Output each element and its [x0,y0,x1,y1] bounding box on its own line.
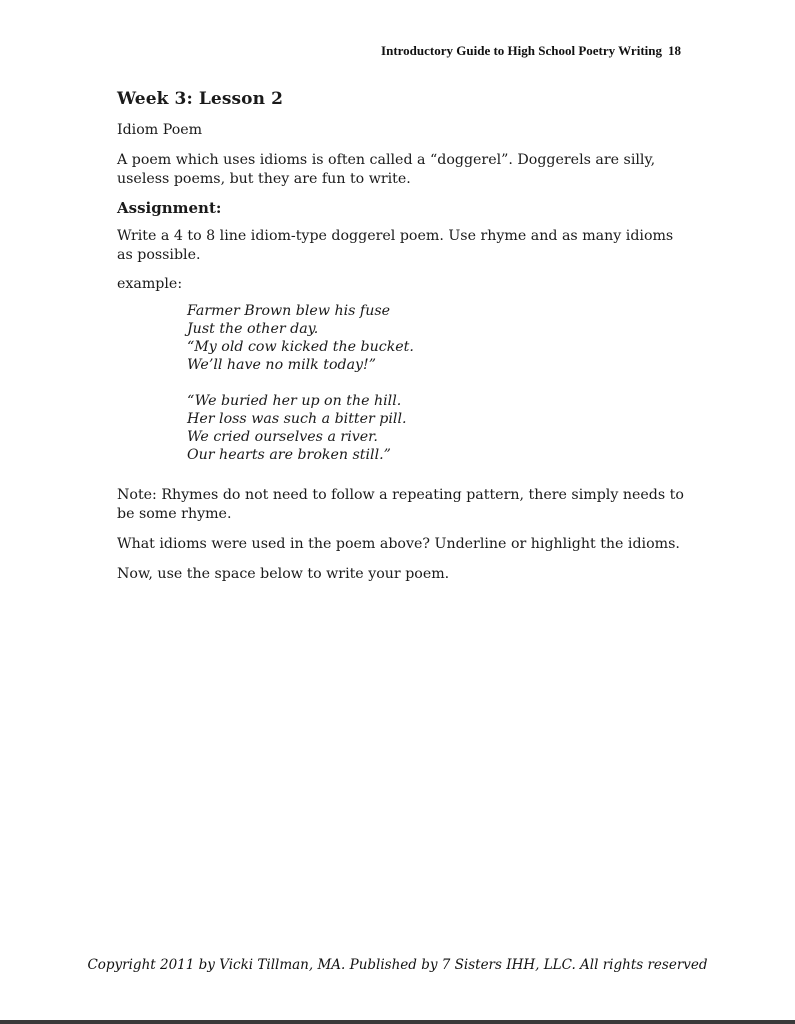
poem-line: “My old cow kicked the bucket. [187,339,414,355]
lesson-title: Week 3: Lesson 2 [117,89,284,109]
poem-line: We cried ourselves a river. [187,429,378,445]
instruction-paragraph: Now, use the space below to write your poem. [117,566,450,582]
example-poem [187,302,687,464]
assignment-heading: Assignment: [117,199,222,217]
viewer-bottom-edge [0,1020,795,1024]
running-header [381,43,681,59]
poem-line: Just the other day. [187,321,319,337]
book-title: Introductory Guide to High School Poetry Writing [381,43,662,58]
assignment-text: Write a 4 to 8 line idiom-type doggerel poem. Use rhyme and as many idioms as possible. [117,228,674,263]
question-paragraph: What idioms were used in the poem above? Underline or highlight the idioms. [117,536,680,552]
lesson-content [117,89,687,584]
intro-paragraph: A poem which uses idioms is often called a “doggerel”. Doggerels are silly, useless poems, but they are fun to write. [117,152,656,187]
poem-line: “We buried her up on the hill. [187,393,402,409]
poem-line: Her loss was such a bitter pill. [187,411,407,427]
page-number: 18 [668,43,681,58]
note-paragraph: Note: Rhymes do not need to follow a repeating pattern, there simply needs to be some rhyme. [117,487,684,522]
example-label: example: [117,276,183,292]
lesson-subtitle: Idiom Poem [117,122,203,138]
poem-line: We’ll have no milk today!” [187,357,377,373]
copyright-footer: Copyright 2011 by Vicki Tillman, MA. Published by 7 Sisters IHH, LLC. All rights reserved [87,957,708,973]
poem-stanza-1 [187,302,687,374]
poem-line: Our hearts are broken still.” [187,447,391,463]
poem-stanza-2 [187,392,687,464]
poem-line: Farmer Brown blew his fuse [187,303,391,319]
